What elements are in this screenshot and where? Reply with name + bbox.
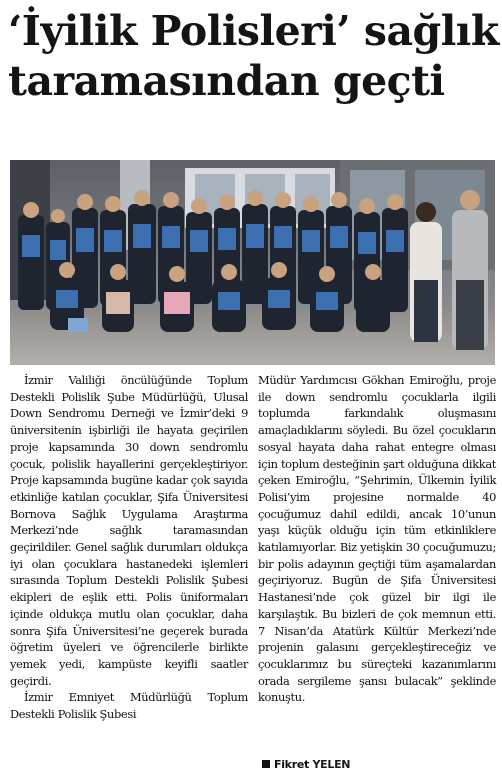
article-paragraph: İzmir Valiliği öncülüğünde Toplum Destekli Polislik Şube Müdürlüğü, Ulusal Down Sendromu Derneği ve İzmir’deki 9 üniversitenin işbirliği ile hayata geçirilen proje kapsamında 30 down sendromlu çocuk, polislik hayallerini gerçekleştiriyor. Proje kapsamında bugüne kadar çok sayıda etkinliğe katılan çocuklar, Şifa Üniversitesi Bornova Sağlık Uygulama Araştırma Merkezi’nde sağlık taramasından geçirildiler. Genel sağlık durumları oldukça iyi olan çocuklara hastanedeki işlemleri sırasında Toplum Destekli Polislik Şubesi ekipleri de eşlik etti. Polis üniformaları içinde oldukça mutlu olan çocuklar, daha sonra Şifa Üniversitesi’ne geçerek burada öğretim üyeleri ve öğrencilerle birlikte yemek yedi, kampüste keyifli saatler geçirdi.	[10, 373, 248, 688]
headline-line-1: ‘İyilik Polisleri’ sağlık	[8, 7, 499, 55]
group-photo	[10, 160, 495, 365]
article-paragraph: Müdür Yardımcısı Gökhan Emiroğlu, proje ile down sendromlu çocuklarla ilgili toplumda farkındalık oluşmasını amaçladıklarını söyledi. Bu özel çocukların sosyal hayata daha rahat entegre olması için toplum desteğinin şart olduğuna dikkat çeken Emiroğlu, “Şehrimin, Ülkemin İyilik Polisi’yim projesine normalde 40 çocuğumuz dahil edildi, ancak 10’unun yaşı küçük olduğu için tüm etkinliklere katılamıyorlar. Biz yetişkin 30 çocuğumuzu; bir polis adayının geçtiği tüm aşamalardan geçiriyoruz. Bugün de Şifa Üniversitesi Hastanesi’nde çok güzel bir ilgi ile karşılaştık. Bu bizleri de çok memnun etti. 7 Nisan’da Atatürk Kültür Merkezi’nde projenin galasını gerçekleştireceğiz ve çocuklarımız bu süreçteki kazanımlarını orada sergileme şansı bulacak” şeklinde konuştu.	[258, 373, 496, 705]
article-paragraph: İzmir Emniyet Müdürlüğü Toplum Destekli Polislik Şubesi	[10, 690, 248, 722]
headline-line-2: taramasından geçti	[8, 57, 445, 105]
group-photo-illustration	[10, 160, 495, 365]
byline-first-name: Fikret	[274, 758, 309, 771]
byline	[262, 758, 350, 771]
byline-last-name: YELEN	[312, 758, 351, 771]
byline-square-icon	[262, 760, 270, 768]
headline	[8, 6, 498, 106]
article-column-right	[258, 372, 496, 706]
article-column-left	[10, 372, 248, 723]
